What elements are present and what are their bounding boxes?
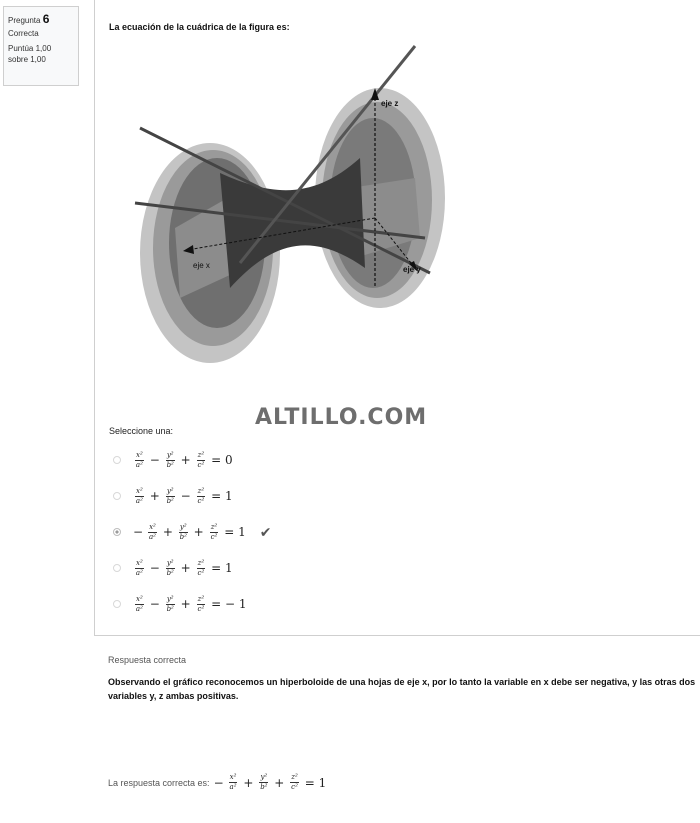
answer-list — [113, 442, 413, 622]
answer-option-2[interactable] — [113, 478, 413, 514]
equation-operator: − — [149, 561, 160, 575]
equation-rhs: = 1 — [304, 775, 327, 790]
hyperboloid-figure — [125, 38, 455, 368]
fraction-numerator: y² — [166, 558, 174, 567]
equation-lead-sign: − — [213, 775, 224, 790]
fraction-numerator: z² — [197, 594, 205, 603]
answer-radio[interactable] — [113, 564, 121, 572]
question-grade-line2: sobre 1,00 — [8, 54, 46, 64]
fraction-numerator: y² — [166, 486, 174, 495]
right-answer-equation — [214, 774, 331, 791]
check-icon: ✔ — [259, 523, 272, 540]
fraction-3 — [197, 560, 206, 577]
fraction-denominator: c² — [197, 496, 205, 505]
fraction-numerator: y² — [260, 773, 268, 781]
answer-equation — [133, 560, 237, 577]
question-number-value: 6 — [42, 12, 50, 26]
answer-option-3[interactable] — [113, 514, 413, 550]
fraction-numerator: x² — [136, 450, 143, 459]
fraction-numerator: x² — [149, 522, 156, 531]
watermark: ALTILLO.COM — [255, 405, 428, 430]
equation-rhs: = 1 — [211, 489, 233, 503]
feedback-text: Observando el gráfico reconocemos un hiperboloide de una hojas de eje x, por lo tanto la variable en x debe ser negativa, y las otras dos variables y, z ambas positivas. — [108, 677, 696, 702]
answer-radio[interactable] — [113, 492, 121, 500]
question-info — [3, 6, 79, 86]
fraction-denominator: b² — [166, 568, 174, 577]
answer-radio[interactable] — [113, 456, 121, 464]
fraction-numerator: z² — [210, 522, 218, 531]
question-label: Pregunta — [8, 16, 41, 25]
answer-equation — [133, 596, 251, 613]
fraction-numerator: z² — [197, 486, 205, 495]
fraction-2 — [166, 488, 175, 505]
fraction-denominator: b² — [166, 604, 174, 613]
equation-operator: + — [162, 525, 173, 539]
fraction-3 — [197, 488, 206, 505]
fraction-denominator: a² — [135, 604, 143, 613]
right-answer-label: La respuesta correcta es: — [108, 777, 210, 788]
answer-radio[interactable] — [113, 600, 121, 608]
equation-rhs: = 0 — [211, 453, 233, 467]
equation-rhs: = 1 — [224, 525, 246, 539]
answer-equation — [133, 452, 237, 469]
equation-rhs: = − 1 — [211, 597, 247, 611]
equation-operator: − — [180, 489, 191, 503]
equation-operator: − — [149, 453, 160, 467]
answer-option-5[interactable] — [113, 586, 413, 622]
question-content — [94, 0, 700, 636]
equation-operator: + — [180, 561, 191, 575]
fraction-3 — [210, 524, 219, 541]
question-grade-line1: Puntúa 1,00 — [8, 43, 52, 53]
fraction-denominator: a² — [135, 496, 143, 505]
feedback — [108, 655, 698, 704]
fraction-denominator: c² — [197, 568, 205, 577]
fraction-denominator: c² — [210, 532, 218, 541]
fraction-denominator: b² — [166, 460, 174, 469]
fraction-denominator: a² — [135, 460, 143, 469]
fraction-numerator: y² — [166, 594, 174, 603]
answer-prompt: Seleccione una: — [109, 426, 174, 436]
fraction-1 — [229, 774, 238, 791]
feedback-title: Respuesta correcta — [108, 655, 187, 665]
fraction-2 — [259, 774, 268, 791]
fraction-denominator: b² — [166, 496, 174, 505]
fraction-numerator: x² — [136, 558, 143, 567]
equation-operator: + — [193, 525, 204, 539]
fraction-numerator: z² — [291, 773, 298, 781]
question-text: La ecuación de la cuádrica de la figura es: — [109, 22, 290, 32]
fraction-1 — [135, 452, 144, 469]
fraction-2 — [166, 452, 175, 469]
fraction-2 — [166, 560, 175, 577]
fraction-denominator: a² — [229, 783, 237, 791]
fraction-denominator: b² — [260, 783, 268, 791]
y-axis-label: eje y — [403, 265, 421, 274]
fraction-denominator: c² — [197, 460, 205, 469]
fraction-numerator: x² — [136, 594, 143, 603]
fraction-1 — [135, 560, 144, 577]
x-axis-label: eje x — [193, 261, 210, 270]
answer-equation — [133, 488, 237, 505]
fraction-denominator: a² — [148, 532, 156, 541]
right-answer — [108, 774, 330, 791]
equation-operator: − — [149, 597, 160, 611]
fraction-2 — [166, 596, 175, 613]
equation-operator: + — [149, 489, 160, 503]
fraction-2 — [179, 524, 188, 541]
fraction-denominator: b² — [179, 532, 187, 541]
fraction-1 — [148, 524, 157, 541]
equation-operator: + — [180, 597, 191, 611]
z-axis-label: eje z — [381, 99, 399, 108]
fraction-1 — [135, 488, 144, 505]
answer-radio[interactable] — [113, 528, 121, 536]
fraction-numerator: x² — [136, 486, 143, 495]
equation-lead-sign: − — [133, 525, 144, 539]
fraction-numerator: y² — [166, 450, 174, 459]
fraction-denominator: a² — [135, 568, 143, 577]
fraction-1 — [135, 596, 144, 613]
answer-option-4[interactable] — [113, 550, 413, 586]
fraction-denominator: c² — [291, 783, 298, 791]
question-state: Correcta — [8, 29, 39, 39]
fraction-3 — [197, 596, 206, 613]
equation-operator: + — [180, 453, 191, 467]
fraction-numerator: z² — [197, 450, 205, 459]
equation-rhs: = 1 — [211, 561, 233, 575]
fraction-3 — [197, 452, 206, 469]
fraction-denominator: c² — [197, 604, 205, 613]
answer-option-1[interactable] — [113, 442, 413, 478]
equation-operator: + — [274, 775, 285, 790]
fraction-numerator: y² — [179, 522, 187, 531]
equation-operator: + — [243, 775, 254, 790]
fraction-3 — [290, 774, 299, 791]
question-number — [8, 11, 74, 27]
fraction-numerator: z² — [197, 558, 205, 567]
fraction-numerator: x² — [229, 773, 237, 781]
answer-equation — [133, 524, 250, 541]
